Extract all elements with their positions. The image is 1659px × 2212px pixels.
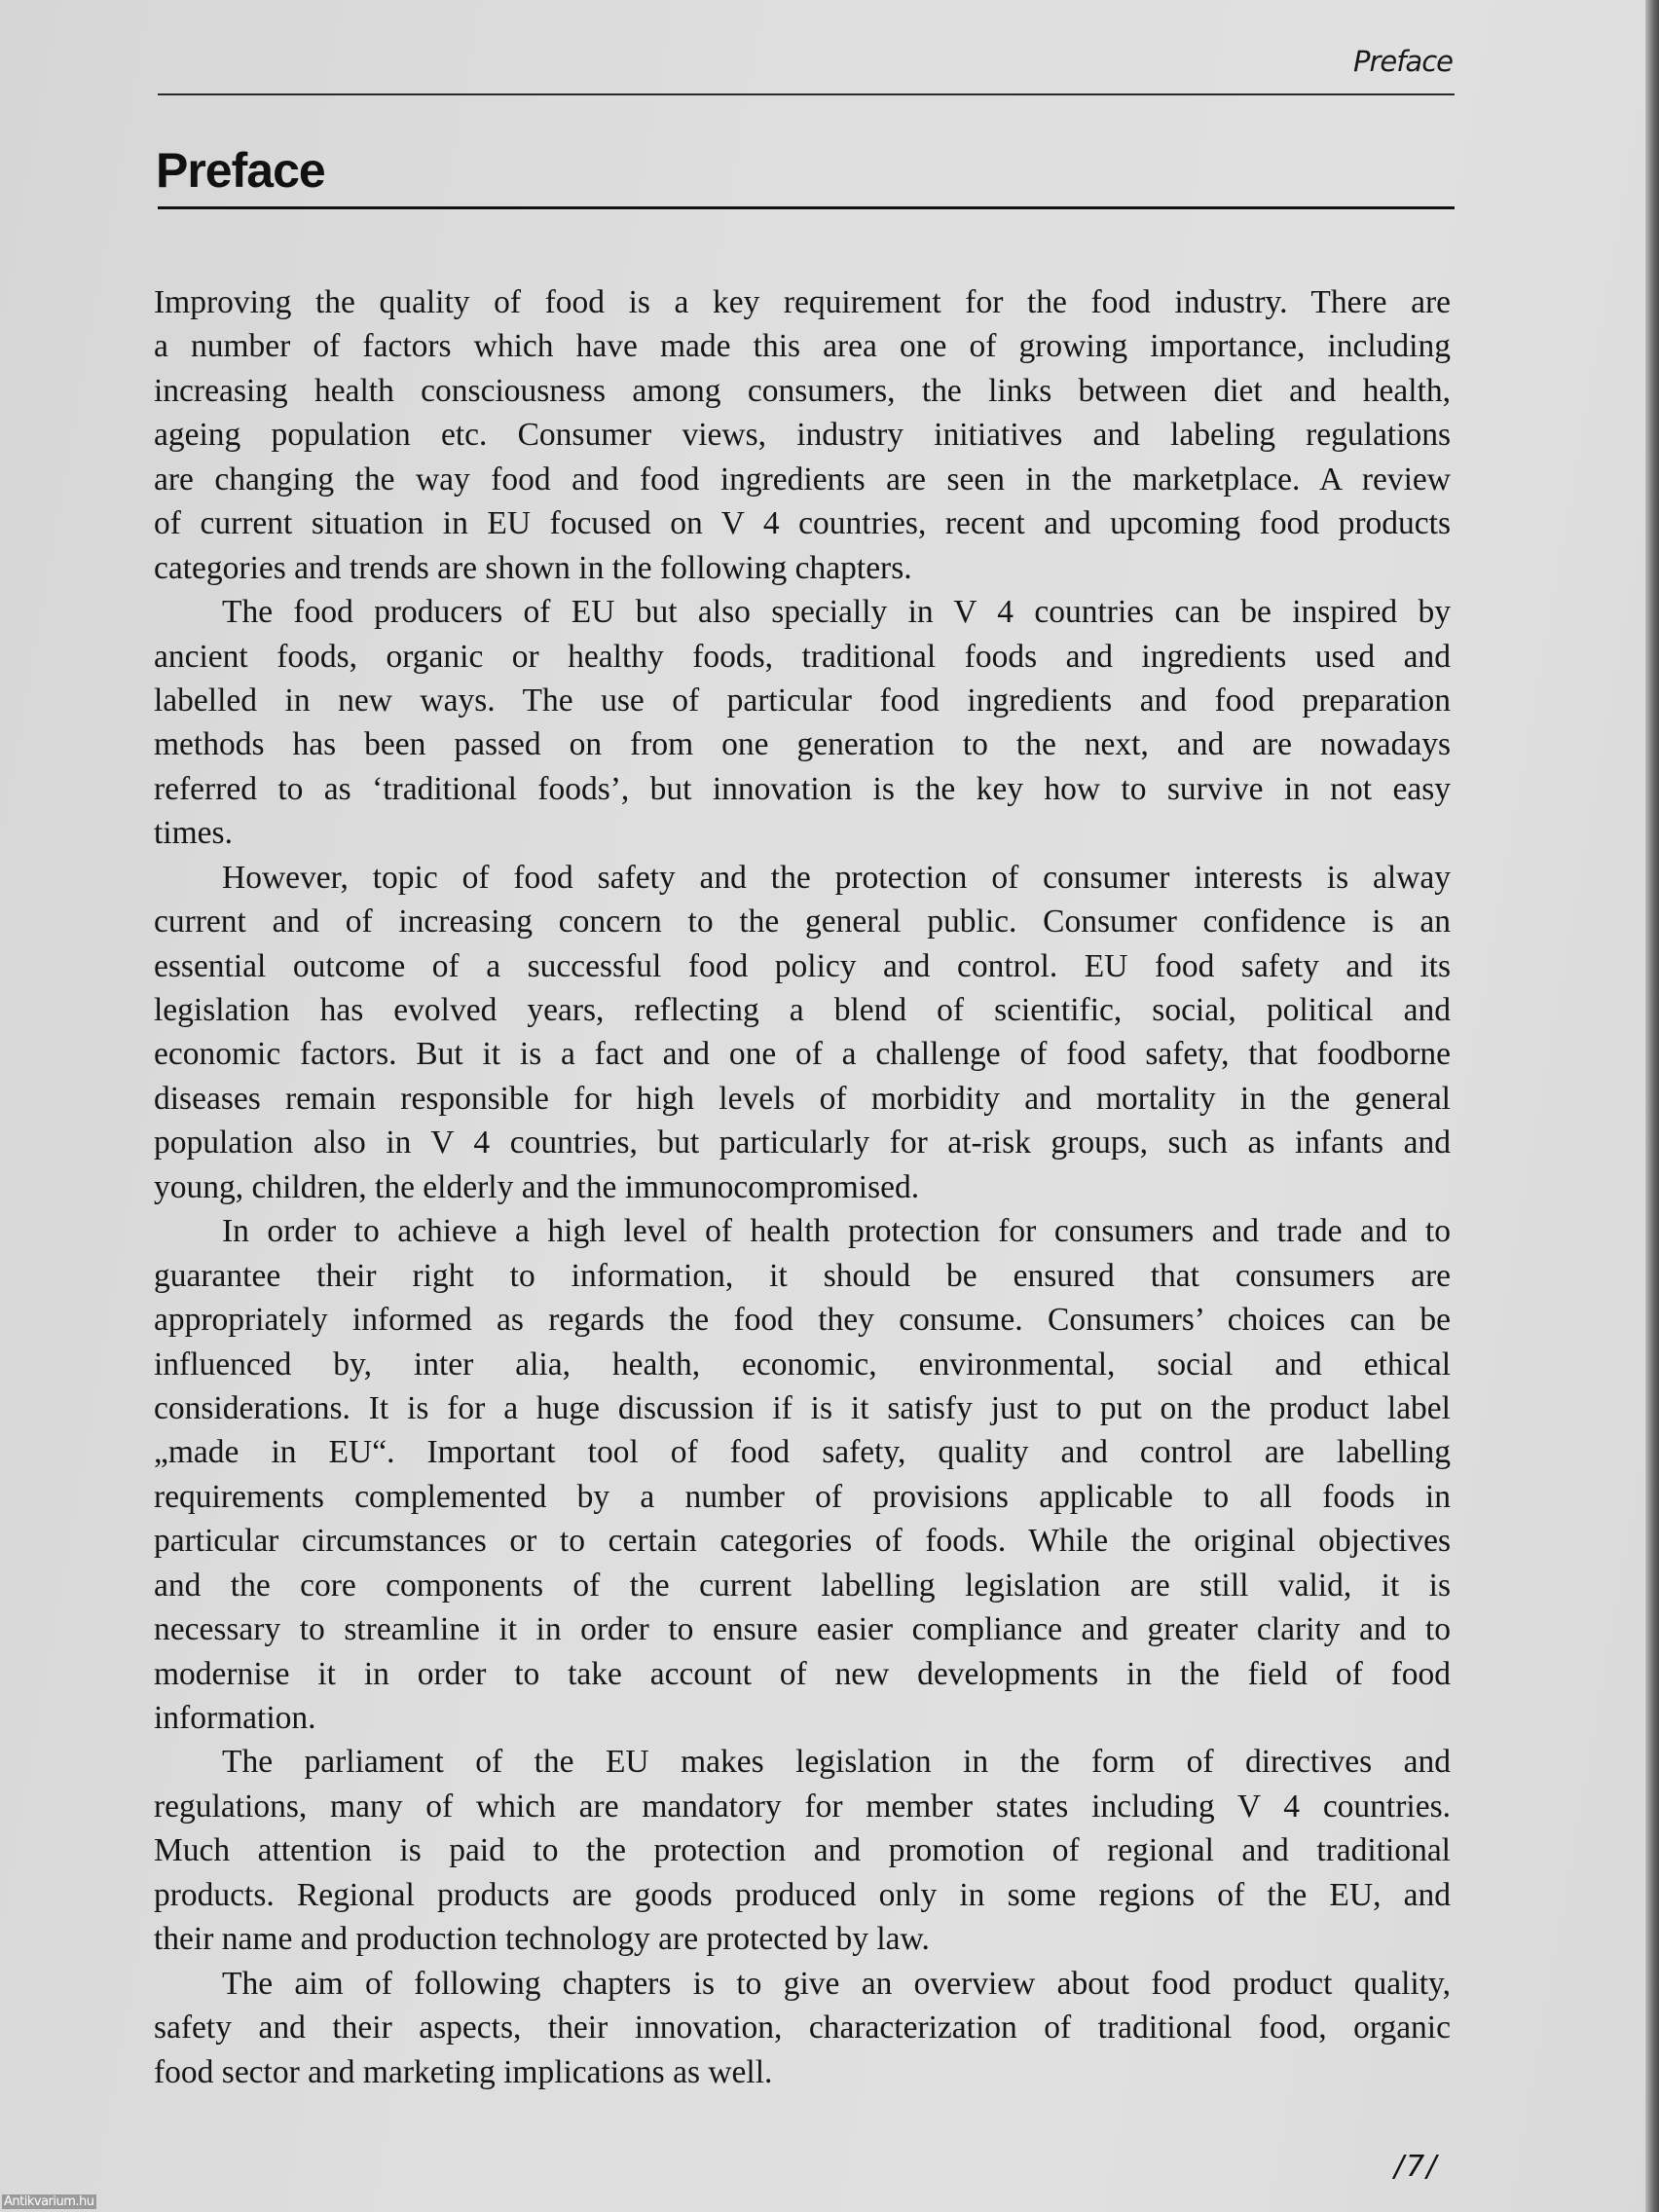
text-line: current and of increasing concern to the general public. Consumer confidence is an bbox=[154, 903, 1451, 940]
paragraph bbox=[154, 856, 1451, 1210]
text-line: categories and trends are shown in the following chapters. bbox=[154, 549, 912, 586]
text-line: appropriately informed as regards the food they consume. Consumers’ choices can be bbox=[154, 1302, 1451, 1339]
page-number: /7/ bbox=[1394, 2150, 1439, 2184]
text-line: labelled in new ways. The use of particular food ingredients and food preparation bbox=[154, 682, 1451, 719]
text-line: considerations. It is for a huge discussion if is it satisfy just to put on the product label bbox=[154, 1389, 1451, 1426]
text-line: modernise it in order to take account of new developments in the field of food bbox=[154, 1655, 1451, 1692]
text-line: „made in EU“. Important tool of food safety, quality and control are labelling bbox=[154, 1434, 1451, 1471]
text-line: guarantee their right to information, it should be ensured that consumers are bbox=[154, 1257, 1451, 1294]
text-line: and the core components of the current labelling legislation are still valid, it is bbox=[154, 1567, 1451, 1604]
text-line: requirements complemented by a number of provisions applicable to all foods in bbox=[154, 1478, 1451, 1515]
paragraph bbox=[154, 1740, 1451, 1961]
paragraph bbox=[154, 280, 1451, 590]
text-line: food sector and marketing implications as well. bbox=[154, 2053, 773, 2090]
title-rule bbox=[158, 206, 1455, 209]
paragraph bbox=[154, 590, 1451, 856]
text-line: influenced by, inter alia, health, economic, environmental, social and ethical bbox=[154, 1346, 1451, 1382]
text-line: a number of factors which have made this area one of growing importance, including bbox=[154, 328, 1451, 365]
text-line: increasing health consciousness among consumers, the links between diet and health, bbox=[154, 372, 1451, 409]
text-line: essential outcome of a successful food policy and control. EU food safety and its bbox=[154, 947, 1451, 984]
paragraph bbox=[154, 1962, 1451, 2094]
running-head: Preface bbox=[1352, 45, 1453, 78]
text-line: diseases remain responsible for high levels of morbidity and mortality in the general bbox=[154, 1080, 1451, 1117]
text-line: of current situation in EU focused on V 4 countries, recent and upcoming food products bbox=[154, 505, 1451, 542]
header-rule bbox=[158, 93, 1455, 95]
text-line: regulations, many of which are mandatory for member states including V 4 countries. bbox=[154, 1788, 1451, 1825]
text-line: The food producers of EU but also specially in V 4 countries can be inspired by bbox=[222, 594, 1451, 631]
text-line: young, children, the elderly and the immunocompromised. bbox=[154, 1168, 920, 1205]
text-line: legislation has evolved years, reflecting a blend of scientific, social, political and bbox=[154, 992, 1451, 1028]
text-line: methods has been passed on from one generation to the next, and are nowadays bbox=[154, 726, 1451, 763]
text-line: products. Regional products are goods produced only in some regions of the EU, and bbox=[154, 1876, 1451, 1913]
body-text bbox=[154, 280, 1451, 2094]
text-line: ancient foods, organic or healthy foods, traditional foods and ingredients used and bbox=[154, 638, 1451, 675]
text-line: particular circumstances or to certain categories of foods. While the original objectives bbox=[154, 1523, 1451, 1560]
text-line: The parliament of the EU makes legislation in the form of directives and bbox=[222, 1744, 1451, 1781]
text-line: Much attention is paid to the protection and promotion of regional and traditional bbox=[154, 1832, 1451, 1869]
text-line: information. bbox=[154, 1700, 316, 1736]
text-line: are changing the way food and food ingredients are seen in the marketplace. A review bbox=[154, 461, 1451, 498]
text-line: Improving the quality of food is a key requirement for the food industry. There are bbox=[154, 284, 1451, 320]
paragraph bbox=[154, 1209, 1451, 1740]
text-line: The aim of following chapters is to give an overview about food product quality, bbox=[222, 1965, 1451, 2002]
watermark: Antikvarium.hu bbox=[4, 2194, 94, 2209]
text-line: In order to achieve a high level of health protection for consumers and trade and to bbox=[222, 1213, 1451, 1250]
text-line: their name and production technology are protected by law. bbox=[154, 1921, 930, 1958]
text-line: economic factors. But it is a fact and one of a challenge of food safety, that foodborne bbox=[154, 1036, 1451, 1073]
text-line: referred to as ‘traditional foods’, but innovation is the key how to survive in not easy bbox=[154, 770, 1451, 807]
text-line: population also in V 4 countries, but particularly for at-risk groups, such as infants and bbox=[154, 1124, 1451, 1161]
book-page-edge bbox=[1645, 0, 1659, 2212]
text-line: safety and their aspects, their innovation, characterization of traditional food, organic bbox=[154, 2009, 1451, 2046]
text-line: necessary to streamline it in order to ensure easier compliance and greater clarity and to bbox=[154, 1611, 1451, 1648]
text-line: However, topic of food safety and the protection of consumer interests is alway bbox=[222, 859, 1451, 896]
text-line: times. bbox=[154, 815, 233, 852]
text-line: ageing population etc. Consumer views, industry initiatives and labeling regulations bbox=[154, 417, 1451, 454]
page-title: Preface bbox=[156, 143, 325, 198]
